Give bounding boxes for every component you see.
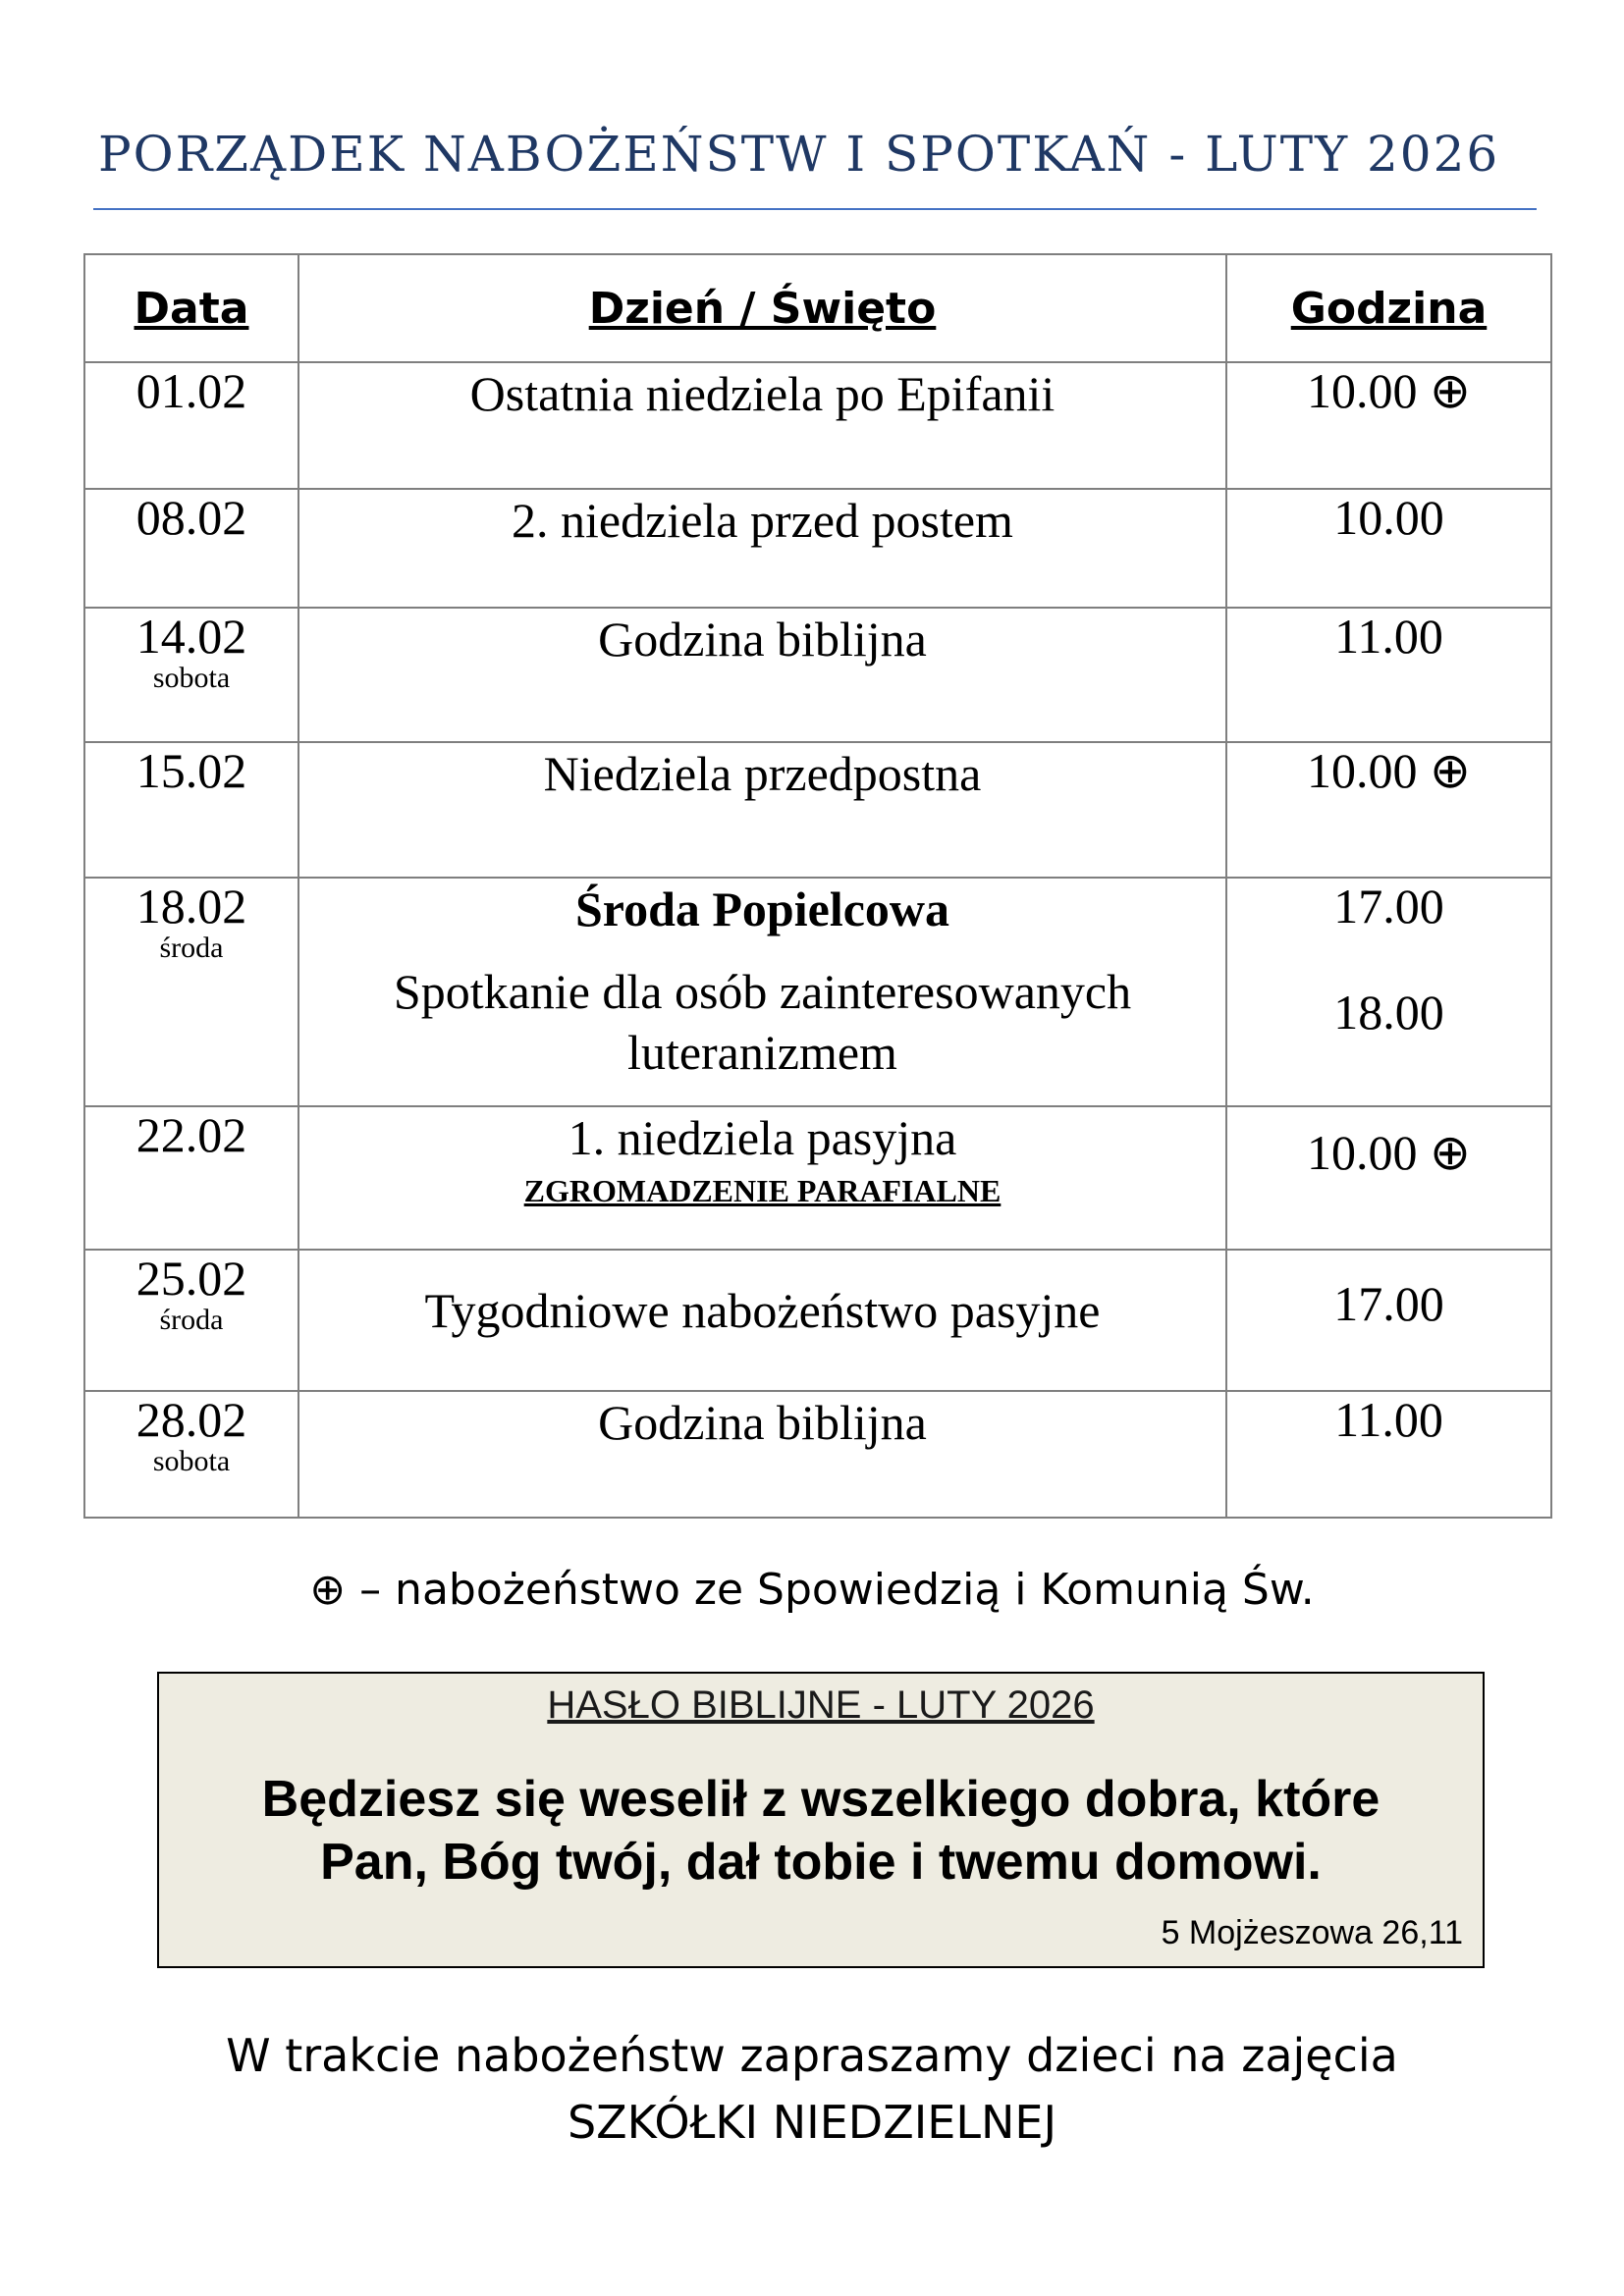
weekday-label: sobota bbox=[152, 662, 231, 694]
parish-assembly-note: ZGROMADZENIE PARAFIALNE bbox=[523, 1173, 1001, 1208]
time-cell bbox=[1226, 362, 1551, 489]
table-row bbox=[84, 1391, 1551, 1518]
table-row bbox=[84, 489, 1551, 608]
date-cell bbox=[84, 1106, 298, 1250]
time-cell bbox=[1226, 1250, 1551, 1391]
event-name: Tygodniowe nabożeństwo pasyjne bbox=[424, 1283, 1101, 1338]
schedule-table bbox=[83, 253, 1552, 1519]
date-cell bbox=[84, 742, 298, 878]
event-cell bbox=[298, 742, 1226, 878]
date-cell bbox=[84, 362, 298, 489]
event-cell bbox=[298, 608, 1226, 742]
event-name: 1. niedziela pasyjna bbox=[568, 1110, 957, 1165]
date-cell bbox=[84, 608, 298, 742]
time-value-secondary: 18.00 bbox=[1333, 985, 1444, 1040]
event-cell bbox=[298, 362, 1226, 489]
time-value: 10.00 ⊕ bbox=[1307, 743, 1471, 798]
event-name: 2. niedziela przed postem bbox=[512, 493, 1013, 548]
column-header-time: Godzina bbox=[1226, 254, 1551, 362]
time-cell bbox=[1226, 878, 1551, 1106]
time-value: 10.00 ⊕ bbox=[1307, 363, 1471, 418]
table-row bbox=[84, 362, 1551, 489]
verse-line: Będziesz się weselił z wszelkiego dobra, które bbox=[261, 1771, 1380, 1828]
time-value: 10.00 bbox=[1333, 490, 1444, 545]
event-cell bbox=[298, 1391, 1226, 1518]
time-value: 10.00 ⊕ bbox=[1307, 1125, 1471, 1180]
time-cell bbox=[1226, 742, 1551, 878]
table-row bbox=[84, 742, 1551, 878]
time-cell bbox=[1226, 1106, 1551, 1250]
bible-verse-box bbox=[157, 1672, 1485, 1968]
weekday-label: środa bbox=[159, 1304, 224, 1336]
sunday-school-notice bbox=[0, 2022, 1624, 2156]
notice-line: SZKÓŁKI NIEDZIELNEJ bbox=[567, 2096, 1057, 2149]
date-value: 18.02 bbox=[135, 879, 247, 934]
event-name-secondary: Spotkanie dla osób zainteresowanych luteranizmem bbox=[393, 964, 1132, 1080]
weekday-label: środa bbox=[159, 932, 224, 964]
date-value: 25.02 bbox=[135, 1251, 247, 1306]
time-value: 11.00 bbox=[1334, 609, 1443, 664]
date-cell bbox=[84, 1391, 298, 1518]
table-row bbox=[84, 1106, 1551, 1250]
event-name: Niedziela przedpostna bbox=[543, 746, 982, 801]
verse-heading: HASŁO BIBLIJNE - LUTY 2026 bbox=[547, 1683, 1095, 1727]
event-name: Środa Popielcowa bbox=[574, 881, 950, 936]
date-value: 01.02 bbox=[135, 363, 247, 418]
page-title: PORZĄDEK NABOŻEŃSTW I SPOTKAŃ - LUTY 2026 bbox=[98, 126, 1500, 183]
column-header-day: Dzień / Święto bbox=[298, 254, 1226, 362]
event-name: Godzina biblijna bbox=[598, 1395, 927, 1450]
column-header-date: Data bbox=[84, 254, 298, 362]
time-cell bbox=[1226, 608, 1551, 742]
table-row bbox=[84, 608, 1551, 742]
time-value: 17.00 bbox=[1333, 1276, 1444, 1331]
verse-text bbox=[159, 1768, 1483, 1894]
verse-line: Pan, Bóg twój, dał tobie i twemu domowi. bbox=[320, 1834, 1322, 1891]
time-value: 17.00 bbox=[1333, 879, 1444, 934]
date-value: 14.02 bbox=[135, 609, 247, 664]
table-row bbox=[84, 878, 1551, 1106]
symbol-legend: ⊕ – nabożeństwo ze Spowiedzią i Komunią Św. bbox=[309, 1565, 1315, 1615]
event-name: Ostatnia niedziela po Epifanii bbox=[469, 366, 1056, 421]
title-underline bbox=[93, 208, 1537, 210]
date-cell bbox=[84, 878, 298, 1106]
time-cell bbox=[1226, 489, 1551, 608]
time-cell bbox=[1226, 1391, 1551, 1518]
event-cell bbox=[298, 489, 1226, 608]
date-value: 22.02 bbox=[135, 1107, 247, 1162]
event-cell bbox=[298, 878, 1226, 1106]
event-cell bbox=[298, 1250, 1226, 1391]
event-cell bbox=[298, 1106, 1226, 1250]
notice-line: W trakcie nabożeństw zapraszamy dzieci na zajęcia bbox=[226, 2029, 1398, 2082]
weekday-label: sobota bbox=[152, 1445, 231, 1477]
date-value: 08.02 bbox=[135, 490, 247, 545]
event-name: Godzina biblijna bbox=[598, 612, 927, 667]
date-cell bbox=[84, 489, 298, 608]
date-cell bbox=[84, 1250, 298, 1391]
date-value: 15.02 bbox=[135, 743, 247, 798]
table-header-row bbox=[84, 254, 1551, 362]
table-row bbox=[84, 1250, 1551, 1391]
verse-reference: 5 Mojżeszowa 26,11 bbox=[1161, 1914, 1463, 1951]
time-value: 11.00 bbox=[1334, 1392, 1443, 1447]
date-value: 28.02 bbox=[135, 1392, 247, 1447]
